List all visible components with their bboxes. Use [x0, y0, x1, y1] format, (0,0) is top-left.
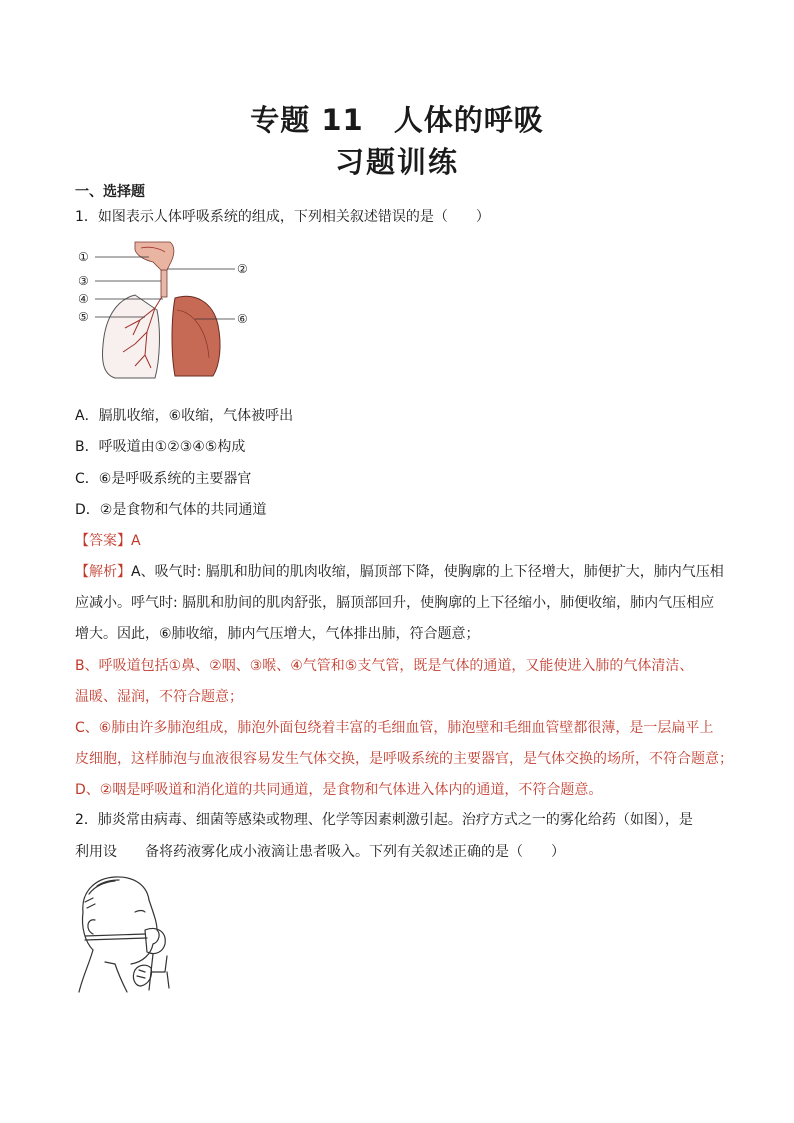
analysis-tag: 【解析】: [75, 564, 131, 580]
analysis-line-1: [75, 561, 724, 581]
diagram-label-1: ①: [78, 250, 89, 264]
question-1-stem: 1．如图表示人体呼吸系统的组成，下列相关叙述错误的是（ ）: [75, 209, 490, 225]
option-c: C．⑥是呼吸系统的主要器官: [75, 471, 252, 487]
analysis-line-3: 增大。因此，⑥肺收缩，肺内气压增大，气体排出肺，符合题意；: [75, 626, 480, 642]
question-2-stem-line2: 利用设 备将药液雾化成小液滴让患者吸入。下列有关叙述正确的是（ ）: [75, 844, 565, 860]
answer-line: [75, 530, 141, 550]
answer-value: A: [131, 533, 141, 549]
diagram-label-2: ②: [237, 262, 248, 276]
diagram-label-4: ④: [78, 292, 89, 306]
nebulizer-patient-illustration: [75, 872, 190, 997]
diagram-label-3: ③: [78, 274, 89, 288]
option-a: A．膈肌收缩，⑥收缩，气体被呼出: [75, 408, 294, 424]
section-heading: 一、选择题: [75, 184, 145, 200]
analysis-line-7: 皮细胞，这样肺泡与血液很容易发生气体交换，是呼吸系统的主要器官，是气体交换的场所，不符合题意；: [75, 751, 733, 767]
analysis-line-8: D、②咽是呼吸道和消化道的共同通道，是食物和气体进入体内的通道，不符合题意。: [75, 782, 603, 798]
diagram-label-5: ⑤: [78, 310, 89, 324]
answer-tag: 【答案】: [75, 533, 131, 549]
analysis-line-2: 应减小。呼气时: 膈肌和肋间的肌肉舒张，膈顶部回升，使胸廓的上下径缩小，肺便收缩，肺内气压相应: [75, 595, 715, 611]
analysis-line-6: C、⑥肺由许多肺泡组成，肺泡外面包绕着丰富的毛细血管，肺泡壁和毛细血管壁都很薄，是一层扁平上: [75, 720, 714, 736]
option-d: D．②是食物和气体的共同通道: [75, 502, 267, 518]
page-subtitle: 习题训练: [334, 145, 459, 179]
diagram-label-6: ⑥: [237, 312, 248, 326]
analysis-text: A、吸气时: 膈肌和肋间的肌肉收缩，膈顶部下降，使胸廓的上下径增大，肺便扩大，肺内气压相: [131, 564, 724, 580]
question-2-stem-line1: 2．肺炎常由病毒、细菌等感染或物理、化学等因素刺激引起。治疗方式之一的雾化给药（如图），是: [75, 812, 693, 828]
respiratory-system-diagram: [75, 240, 275, 385]
page-title: 专题 11 人体的呼吸: [250, 103, 544, 137]
analysis-line-5: 温暖、湿润，不符合题意；: [75, 689, 243, 705]
option-b: B．呼吸道由①②③④⑤构成: [75, 439, 246, 455]
analysis-line-4: B、呼吸道包括①鼻、②咽、③喉、④气管和⑤支气管，既是气体的通道，又能使进入肺的气体清洁、: [75, 658, 694, 674]
